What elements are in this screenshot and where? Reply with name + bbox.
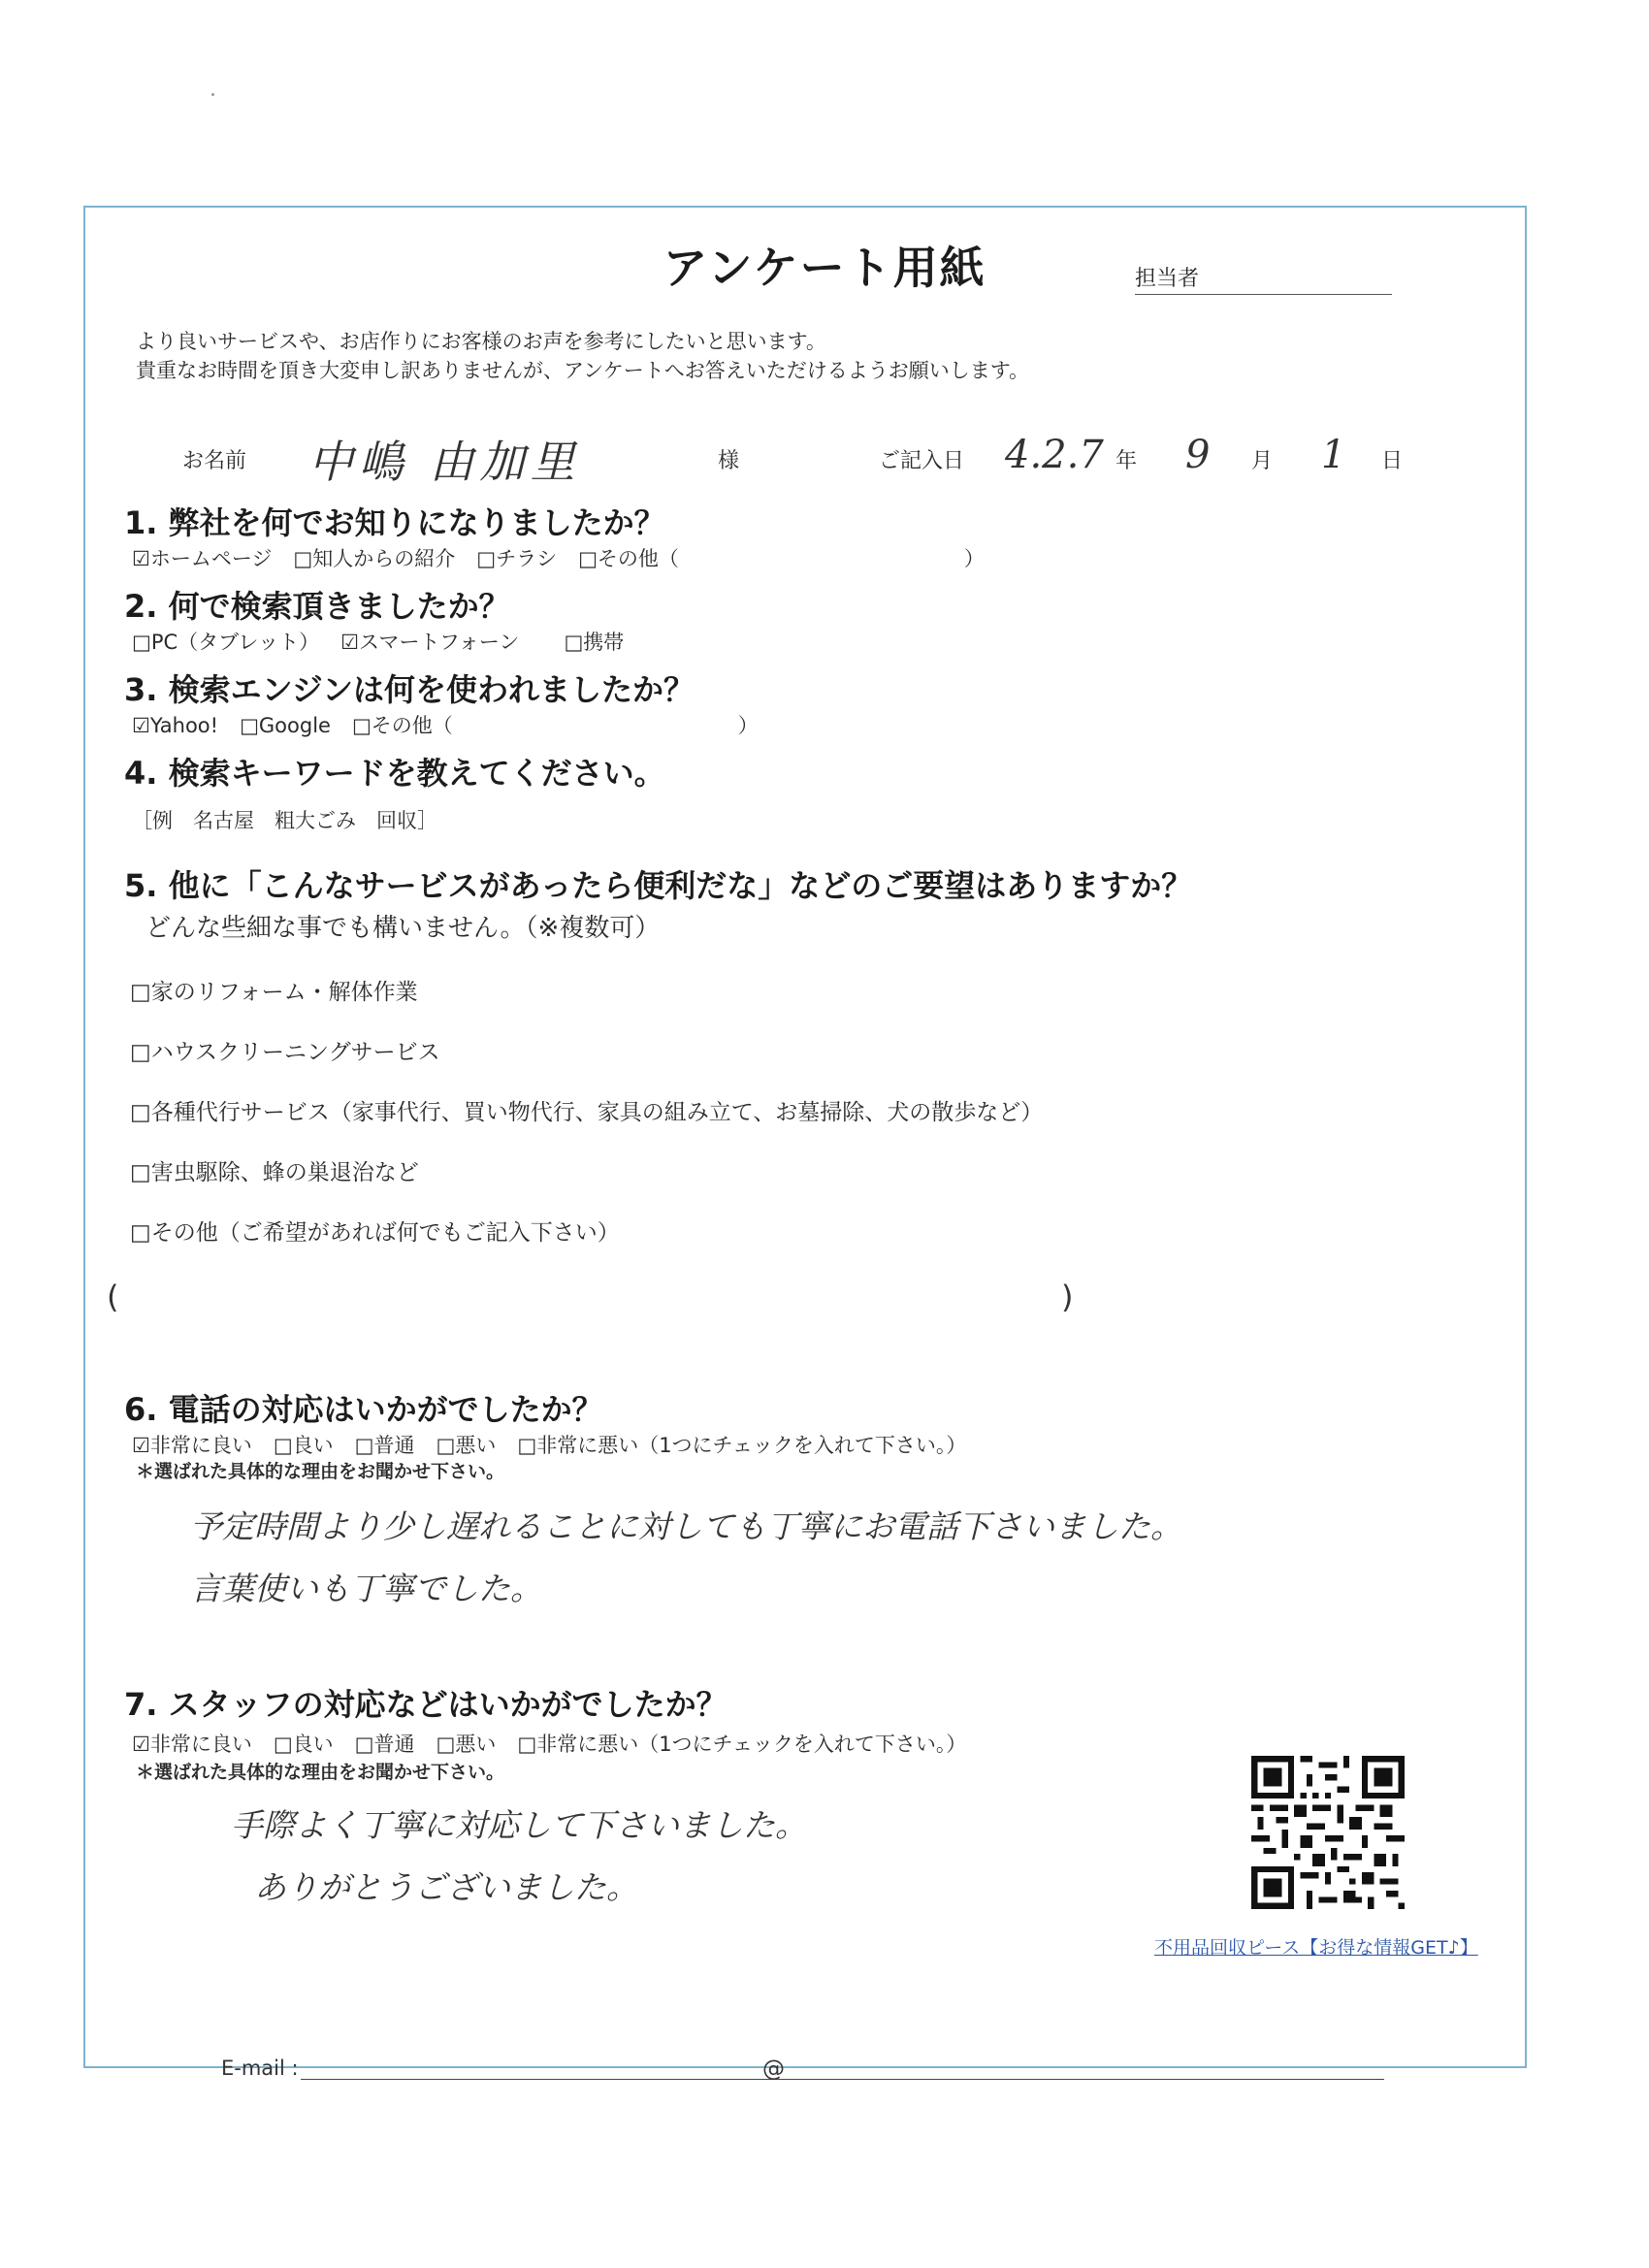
q5-paren-open: ( <box>107 1279 119 1315</box>
q3-options <box>132 710 780 739</box>
q7-options <box>132 1729 987 1758</box>
q6-title: 6. 電話の対応はいかがでしたか？ <box>124 1391 603 1428</box>
form-title: アンケート用紙 <box>663 242 986 294</box>
email-field[interactable] <box>301 2079 1384 2080</box>
qr-code-icon[interactable] <box>1251 1756 1405 1909</box>
q5-option-agency-services[interactable]: □各種代行サービス（家事代行、買い物代行、家具の組み立て、お墓掃除、犬の散歩など） <box>130 1100 1044 1125</box>
year-label: 年 <box>1116 449 1138 473</box>
q1-option-referral[interactable]: □知人からの紹介 <box>293 547 456 570</box>
month-label: 月 <box>1251 449 1274 473</box>
q5-option-other[interactable]: □その他（ご希望があれば何でもご記入下さい） <box>130 1220 620 1246</box>
staff-field[interactable] <box>1135 262 1392 295</box>
q2-option-mobile[interactable]: □携帯 <box>564 631 625 654</box>
q7-response-line-2[interactable]: ありがとうございました。 <box>254 1868 638 1906</box>
q7-option-very-bad[interactable]: □非常に悪い（1つにチェックを入れて下さい。） <box>517 1733 967 1756</box>
q1-options <box>132 543 1006 572</box>
q6-option-bad[interactable]: □悪い <box>436 1434 497 1457</box>
q6-option-average[interactable]: □普通 <box>354 1434 415 1457</box>
q6-response-line-1[interactable]: 予定時間より少し遅れることに対しても丁寧にお電話下さいました。 <box>190 1507 1182 1545</box>
q1-option-homepage[interactable]: ☑ホームページ <box>132 547 273 570</box>
q5-option-pest-control[interactable]: □害虫駆除、蜂の巣退治など <box>130 1160 419 1185</box>
email-label: E-mail : <box>221 2057 299 2080</box>
q6-option-very-good[interactable]: ☑非常に良い <box>132 1434 252 1457</box>
q7-option-average[interactable]: □普通 <box>354 1733 415 1756</box>
q3-option-other[interactable]: □その他（ ） <box>351 714 759 737</box>
q3-option-google[interactable]: □Google <box>240 714 331 737</box>
scan-speck <box>211 93 214 96</box>
email-at-sign: @ <box>762 2057 785 2082</box>
q1-option-flyer[interactable]: □チラシ <box>476 547 558 570</box>
day-value[interactable]: 1 <box>1321 433 1346 477</box>
q7-title: 7. スタッフの対応などはいかがでしたか？ <box>124 1686 728 1723</box>
year-value[interactable]: 4.2.7 <box>1005 433 1104 477</box>
q2-option-smartphone[interactable]: ☑スマートフォーン <box>340 631 520 654</box>
q3-option-yahoo[interactable]: ☑Yahoo! <box>132 714 219 737</box>
q7-option-bad[interactable]: □悪い <box>436 1733 497 1756</box>
intro-line-1: より良いサービスや、お店作りにお客様のお声を参考にしたいと思います。 <box>136 330 826 353</box>
q1-title: 1. 弊社を何でお知りになりましたか？ <box>124 504 665 541</box>
name-value[interactable]: 中嶋 由加里 <box>308 436 581 488</box>
date-label: ご記入日 <box>879 449 965 473</box>
q6-response-line-2[interactable]: 言葉使いも丁寧でした。 <box>190 1570 542 1607</box>
q5-title: 5. 他に「こんなサービスがあったら便利だな」などのご要望はありますか？ <box>124 867 1193 904</box>
day-label: 日 <box>1381 449 1404 473</box>
q4-example: ［例 名古屋 粗大ごみ 回収］ <box>132 809 437 832</box>
q3-title: 3. 検索エンジンは何を使われましたか？ <box>124 671 695 708</box>
month-value[interactable]: 9 <box>1185 433 1211 477</box>
q6-option-good[interactable]: □良い <box>273 1434 334 1457</box>
q5-option-house-cleaning[interactable]: □ハウスクリーニングサービス <box>130 1040 440 1065</box>
q7-option-good[interactable]: □良い <box>273 1733 334 1756</box>
q4-title: 4. 検索キーワードを教えてください。 <box>124 755 665 792</box>
q1-option-other[interactable]: □その他（ ） <box>578 547 985 570</box>
q6-note: ＊選ばれた具体的な理由をお聞かせ下さい。 <box>136 1461 505 1482</box>
name-label: お名前 <box>182 449 247 473</box>
staff-label: 担当者 <box>1135 267 1200 291</box>
q7-option-very-good[interactable]: ☑非常に良い <box>132 1733 252 1756</box>
honorific-label: 様 <box>718 449 740 473</box>
q6-option-very-bad[interactable]: □非常に悪い（1つにチェックを入れて下さい。） <box>517 1434 967 1457</box>
q7-response-line-1[interactable]: 手際よく丁寧に対応して下さいました。 <box>231 1806 807 1844</box>
q2-title: 2. 何で検索頂きましたか？ <box>124 588 510 625</box>
q7-note: ＊選ばれた具体的な理由をお聞かせ下さい。 <box>136 1762 505 1783</box>
q5-option-renovation[interactable]: □家のリフォーム・解体作業 <box>130 980 418 1005</box>
q6-options <box>132 1430 987 1459</box>
q2-options <box>132 627 645 656</box>
qr-caption-link[interactable]: 不用品回収ピース【お得な情報GET♪】 <box>1154 1937 1478 1959</box>
q5-subtitle: どんな些細な事でも構いません。（※複数可） <box>146 914 661 943</box>
q5-paren-close: ) <box>1061 1279 1074 1315</box>
q2-option-pc[interactable]: □PC（タブレット） <box>132 631 320 654</box>
intro-line-2: 貴重なお時間を頂き大変申し訳ありませんが、アンケートへお答えいただけるようお願いします。 <box>136 359 1030 382</box>
